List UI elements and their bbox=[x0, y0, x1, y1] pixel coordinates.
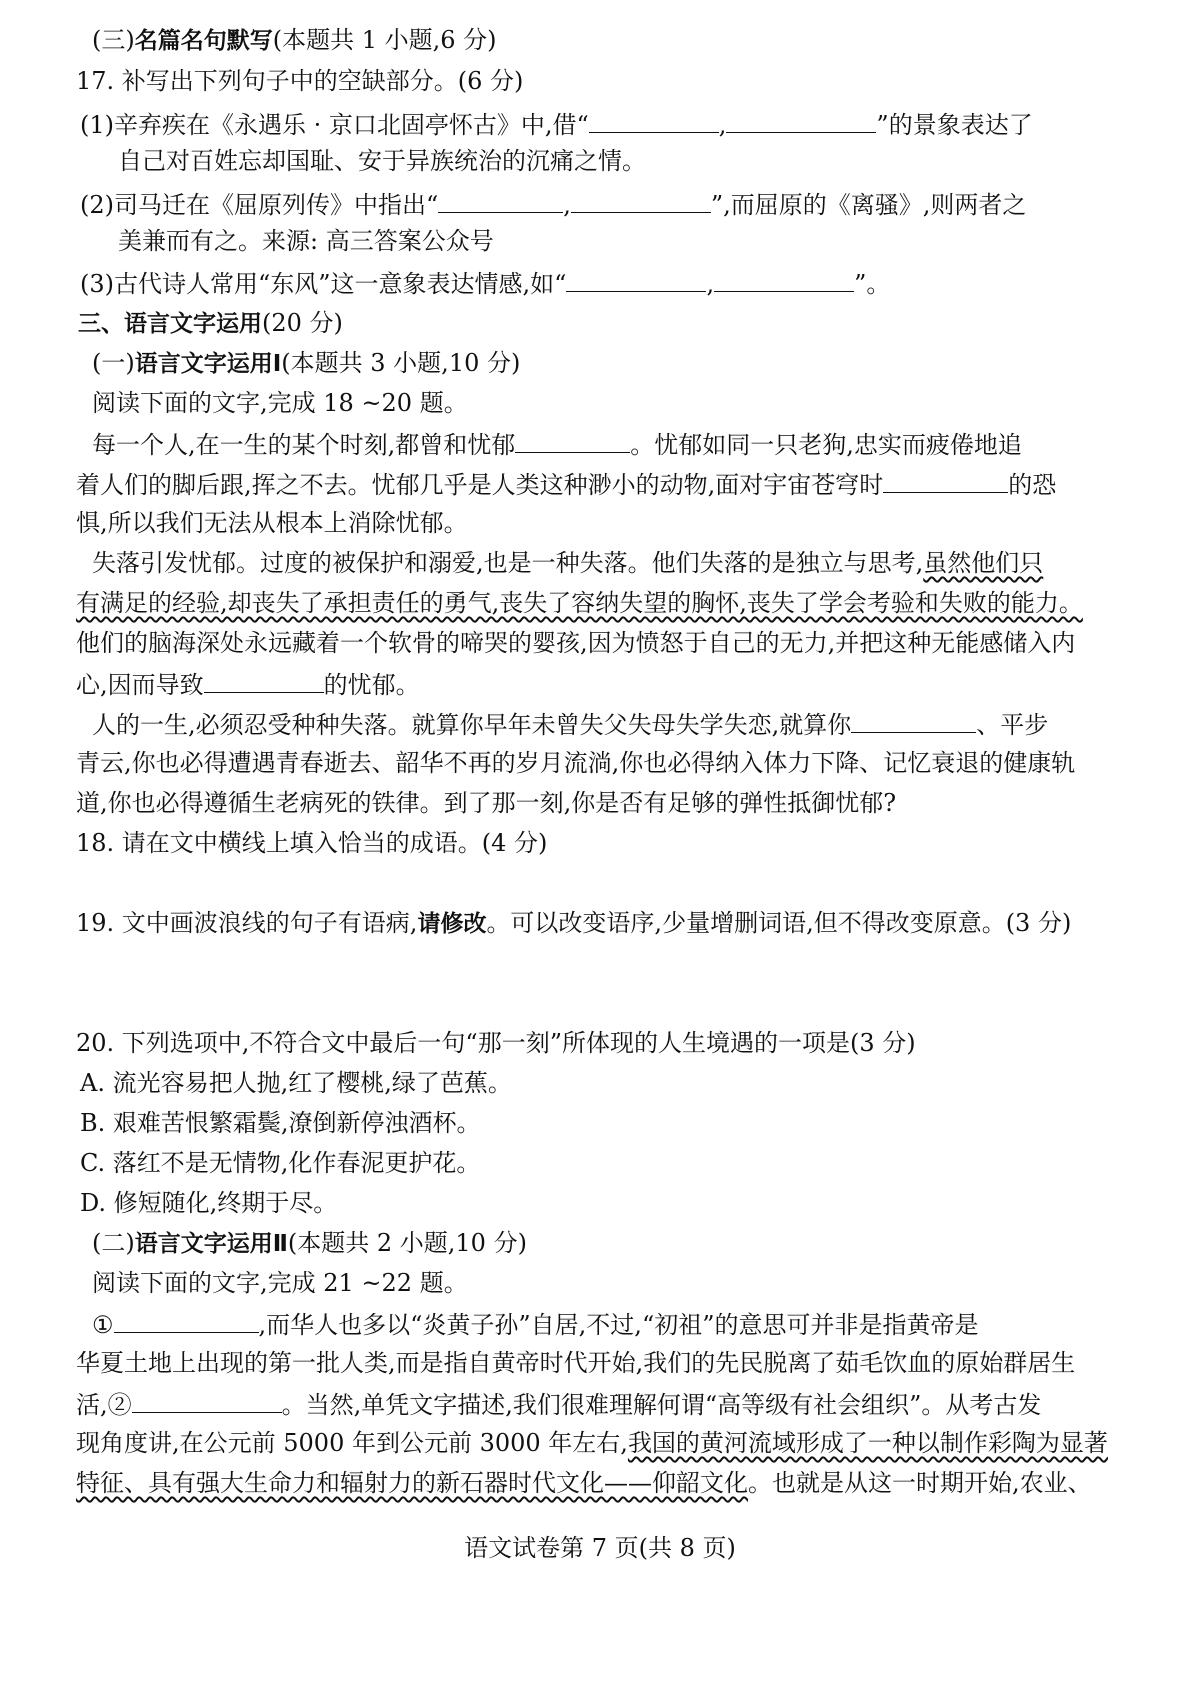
answer-blank[interactable] bbox=[132, 1386, 282, 1413]
answer-blank[interactable] bbox=[114, 1306, 259, 1333]
question-17-stem: 17. 补写出下列句子中的空缺部分。(6 分) bbox=[76, 67, 524, 95]
option-a[interactable]: A. 流光容易把人抛,红了樱桃,绿了芭蕉。 bbox=[80, 1069, 512, 1097]
passage1-line bbox=[76, 586, 1083, 620]
answer-blank[interactable] bbox=[204, 666, 324, 693]
passage1-line: 人的一生,必须忍受种种失落。就算你早年未曾失父失母失学失恋,就算你 、平步 bbox=[92, 706, 1048, 742]
passage1-line: 心,因而导致 的忧郁。 bbox=[76, 666, 420, 702]
wavy-underlined-sentence: 虽然他们只 bbox=[923, 549, 1044, 577]
subsection-heading-2: (二)语言文字运用Ⅱ(本题共 2 小题,10 分) bbox=[92, 1229, 527, 1257]
answer-blank[interactable] bbox=[515, 426, 630, 453]
passage1-line: 他们的脑海深处永远藏着一个软骨的啼哭的婴孩,因为愤怒于自己的无力,并把这种无能感储入内 bbox=[76, 629, 1076, 657]
passage1-line: 道,你也必得遵循生老病死的铁律。到了那一刻,你是否有足够的弹性抵御忧郁? bbox=[76, 789, 897, 817]
answer-blank[interactable] bbox=[726, 106, 876, 133]
answer-blank[interactable] bbox=[571, 186, 711, 213]
answer-blank[interactable] bbox=[883, 466, 1008, 493]
question-20-stem: 20. 下列选项中,不符合文中最后一句“那一刻”所体现的人生境遇的一项是(3 分) bbox=[76, 1029, 916, 1057]
answer-blank[interactable] bbox=[589, 106, 719, 133]
reading-instruction-2: 阅读下面的文字,完成 21 ~22 题。 bbox=[92, 1269, 468, 1297]
passage2-line: 活,② 。当然,单凭文字描述,我们很难理解何谓“高等级有社会组织”。从考古发 bbox=[76, 1386, 1041, 1422]
passage1-line: 青云,你也必得遭遇青春逝去、韶华不再的岁月流淌,你也必得纳入体力下降、记忆衰退的健康轨 bbox=[76, 749, 1076, 777]
question-18: 18. 请在文中横线上填入恰当的成语。(4 分) bbox=[76, 829, 548, 857]
passage2-line: 特征、具有强大生命力和辐射力的新石器时代文化——仰韶文化。也就是从这一时期开始,农业、 bbox=[76, 1469, 1092, 1497]
option-b[interactable]: B. 艰难苦恨繁霜鬓,潦倒新停浊酒杯。 bbox=[80, 1109, 481, 1137]
wavy-underlined-sentence: 有满足的经验,却丧失了承担责任的勇气,丧失了容纳失望的胸怀,丧失了学会考验和失败的能力。 bbox=[76, 589, 1083, 617]
reading-instruction-1: 阅读下面的文字,完成 18 ~20 题。 bbox=[92, 389, 468, 417]
passage1-line: 每一个人,在一生的某个时刻,都曾和忧郁 。忧郁如同一只老狗,忠实而疲倦地追 bbox=[92, 426, 1022, 462]
question-17-part3: (3)古代诗人常用“东风”这一意象表达情感,如“ , ”。 bbox=[80, 265, 890, 301]
answer-blank[interactable] bbox=[438, 186, 563, 213]
passage1-line: 失落引发忧郁。过度的被保护和溺爱,也是一种失落。他们失落的是独立与思考,虽然他们只 bbox=[92, 549, 1044, 577]
option-d[interactable]: D. 修短随化,终期于尽。 bbox=[80, 1189, 338, 1217]
passage2-line: ① ,而华人也多以“炎黄子孙”自居,不过,“初祖”的意思可并非是指黄帝是 bbox=[92, 1306, 978, 1342]
question-19: 19. 文中画波浪线的句子有语病,请修改。可以改变语序,少量增删词语,但不得改变原意。(3 分) bbox=[76, 909, 1072, 937]
wavy-underlined-sentence: 我国的黄河流域形成了一种以制作彩陶为显著 bbox=[627, 1429, 1108, 1457]
passage1-line: 惧,所以我们无法从根本上消除忧郁。 bbox=[76, 509, 468, 537]
part-heading-language-use: 三、语言文字运用(20 分) bbox=[78, 309, 343, 337]
question-17-part2-cont: 美兼而有之。来源: 高三答案公众号 bbox=[118, 227, 494, 255]
passage2-line: 华夏土地上出现的第一批人类,而是指自黄帝时代开始,我们的先民脱离了茹毛饮血的原始群居生 bbox=[76, 1349, 1076, 1377]
question-17-part2: (2)司马迁在《屈原列传》中指出“ , ”,而屈原的《离骚》,则两者之 bbox=[80, 186, 1026, 222]
page-footer: 语文试卷第 7 页(共 8 页) bbox=[464, 1534, 736, 1562]
answer-blank[interactable] bbox=[566, 265, 706, 292]
section-heading-poetry: (三)名篇名句默写(本题共 1 小题,6 分) bbox=[92, 26, 497, 54]
answer-blank[interactable] bbox=[714, 265, 854, 292]
passage2-line: 现角度讲,在公元前 5000 年到公元前 3000 年左右,我国的黄河流域形成了一种以制作彩陶为显著 bbox=[76, 1429, 1108, 1457]
question-17-part1-cont: 自己对百姓忘却国耻、安于异族统治的沉痛之情。 bbox=[118, 147, 646, 175]
wavy-underlined-sentence: 特征、具有强大生命力和辐射力的新石器时代文化——仰韶文化 bbox=[76, 1469, 748, 1497]
option-c[interactable]: C. 落红不是无情物,化作春泥更护花。 bbox=[80, 1149, 481, 1177]
question-17-part1: (1)辛弃疾在《永遇乐 · 京口北固亭怀古》中,借“ , ”的景象表达了 bbox=[80, 106, 1033, 142]
answer-blank[interactable] bbox=[851, 706, 976, 733]
passage1-line: 着人们的脚后跟,挥之不去。忧郁几乎是人类这种渺小的动物,面对宇宙苍穹时 的恐 bbox=[76, 466, 1056, 502]
subsection-heading-1: (一)语言文字运用Ⅰ(本题共 3 小题,10 分) bbox=[92, 349, 521, 377]
